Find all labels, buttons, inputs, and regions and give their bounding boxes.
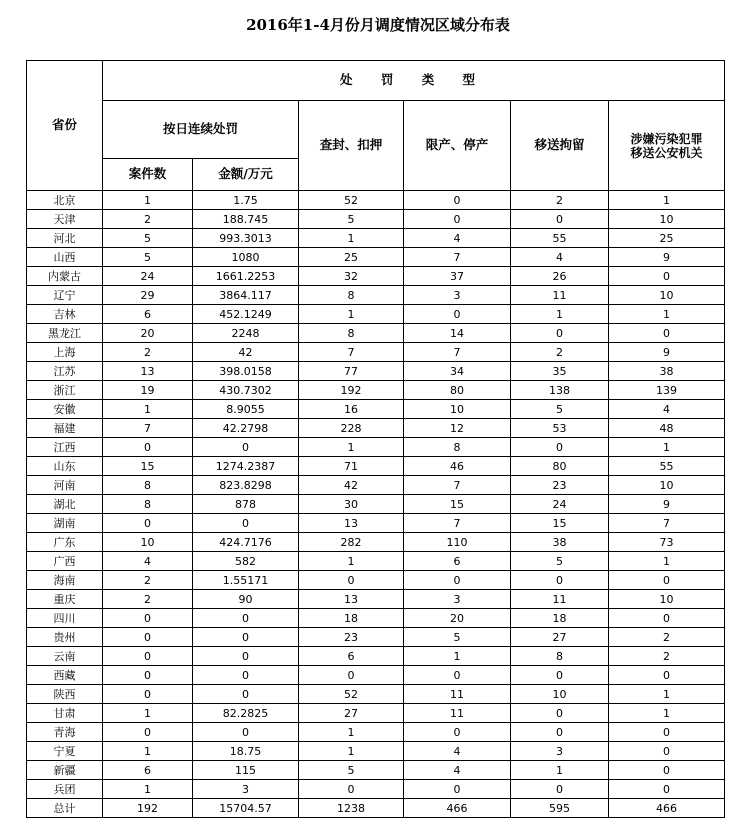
table-row [27, 780, 725, 799]
cell-detention: 2 [511, 191, 609, 210]
cell-seizure: 52 [299, 191, 404, 210]
cell-amount: 993.3013 [193, 229, 299, 248]
cell-detention: 18 [511, 609, 609, 628]
cell-case-count: 24 [103, 267, 193, 286]
cell-province: 兵团 [27, 780, 103, 799]
cell-amount: 823.8298 [193, 476, 299, 495]
cell-detention: 27 [511, 628, 609, 647]
cell-case-count: 19 [103, 381, 193, 400]
cell-province: 甘肃 [27, 704, 103, 723]
cell-province: 天津 [27, 210, 103, 229]
cell-seizure: 1 [299, 229, 404, 248]
cell-amount: 0 [193, 685, 299, 704]
cell-amount: 1.55171 [193, 571, 299, 590]
cell-amount: 0 [193, 628, 299, 647]
cell-criminal-transfer: 1 [609, 552, 725, 571]
cell-amount: 0 [193, 723, 299, 742]
cell-province: 云南 [27, 647, 103, 666]
cell-detention: 1 [511, 761, 609, 780]
cell-criminal-transfer: 1 [609, 305, 725, 324]
cell-production-limit: 4 [404, 229, 511, 248]
cell-criminal-transfer: 9 [609, 495, 725, 514]
cell-case-count: 0 [103, 647, 193, 666]
cell-seizure: 27 [299, 704, 404, 723]
cell-seizure: 5 [299, 761, 404, 780]
cell-seizure: 52 [299, 685, 404, 704]
table-row [27, 286, 725, 305]
cell-production-limit: 14 [404, 324, 511, 343]
cell-case-count: 2 [103, 571, 193, 590]
cell-criminal-transfer: 0 [609, 666, 725, 685]
table-row [27, 381, 725, 400]
cell-detention: 24 [511, 495, 609, 514]
cell-seizure: 16 [299, 400, 404, 419]
cell-case-count: 7 [103, 419, 193, 438]
table-row [27, 647, 725, 666]
cell-case-count: 0 [103, 438, 193, 457]
page-title: 2016年1-4月份月调度情况区域分布表 [246, 16, 510, 34]
table-row [27, 742, 725, 761]
cell-case-count: 2 [103, 590, 193, 609]
cell-criminal-transfer: 25 [609, 229, 725, 248]
cell-production-limit: 466 [404, 799, 511, 818]
cell-detention: 11 [511, 590, 609, 609]
cell-seizure: 32 [299, 267, 404, 286]
table-row [27, 704, 725, 723]
cell-case-count: 5 [103, 248, 193, 267]
cell-detention: 4 [511, 248, 609, 267]
cell-production-limit: 11 [404, 704, 511, 723]
cell-amount: 90 [193, 590, 299, 609]
cell-detention: 1 [511, 305, 609, 324]
cell-criminal-transfer: 10 [609, 590, 725, 609]
cell-case-count: 192 [103, 799, 193, 818]
cell-case-count: 2 [103, 210, 193, 229]
cell-criminal-transfer: 0 [609, 267, 725, 286]
cell-amount: 115 [193, 761, 299, 780]
cell-production-limit: 3 [404, 590, 511, 609]
header-detention: 移送拘留 [511, 101, 609, 191]
cell-production-limit: 5 [404, 628, 511, 647]
cell-amount: 1080 [193, 248, 299, 267]
cell-seizure: 77 [299, 362, 404, 381]
cell-criminal-transfer: 10 [609, 286, 725, 305]
cell-criminal-transfer: 0 [609, 742, 725, 761]
cell-detention: 0 [511, 666, 609, 685]
cell-case-count: 15 [103, 457, 193, 476]
cell-seizure: 1 [299, 438, 404, 457]
cell-province: 河南 [27, 476, 103, 495]
cell-criminal-transfer: 0 [609, 571, 725, 590]
cell-amount: 0 [193, 647, 299, 666]
cell-amount: 82.2825 [193, 704, 299, 723]
cell-case-count: 6 [103, 305, 193, 324]
cell-detention: 53 [511, 419, 609, 438]
cell-province: 新疆 [27, 761, 103, 780]
cell-seizure: 5 [299, 210, 404, 229]
cell-amount: 42.2798 [193, 419, 299, 438]
cell-criminal-transfer: 10 [609, 210, 725, 229]
cell-production-limit: 110 [404, 533, 511, 552]
table-row [27, 628, 725, 647]
cell-criminal-transfer: 2 [609, 647, 725, 666]
cell-detention: 23 [511, 476, 609, 495]
cell-detention: 2 [511, 343, 609, 362]
cell-criminal-transfer: 55 [609, 457, 725, 476]
cell-criminal-transfer: 0 [609, 324, 725, 343]
cell-seizure: 1 [299, 305, 404, 324]
header-daily-penalty: 按日连续处罚 [103, 101, 299, 159]
table-body [27, 191, 725, 818]
cell-criminal-transfer: 466 [609, 799, 725, 818]
cell-province: 贵州 [27, 628, 103, 647]
cell-case-count: 20 [103, 324, 193, 343]
cell-production-limit: 6 [404, 552, 511, 571]
cell-seizure: 228 [299, 419, 404, 438]
cell-criminal-transfer: 0 [609, 780, 725, 799]
cell-seizure: 23 [299, 628, 404, 647]
cell-amount: 188.745 [193, 210, 299, 229]
cell-amount: 430.7302 [193, 381, 299, 400]
cell-criminal-transfer: 1 [609, 685, 725, 704]
cell-criminal-transfer: 1 [609, 704, 725, 723]
table-row [27, 666, 725, 685]
cell-amount: 18.75 [193, 742, 299, 761]
table-row [27, 267, 725, 286]
table-row [27, 685, 725, 704]
table-row [27, 533, 725, 552]
cell-case-count: 1 [103, 780, 193, 799]
cell-detention: 0 [511, 210, 609, 229]
cell-production-limit: 15 [404, 495, 511, 514]
header-criminal-line1: 涉嫌污染犯罪 [630, 131, 703, 146]
cell-case-count: 0 [103, 723, 193, 742]
table-header [27, 61, 725, 191]
table-row [27, 343, 725, 362]
cell-detention: 11 [511, 286, 609, 305]
cell-seizure: 0 [299, 666, 404, 685]
cell-seizure: 1 [299, 723, 404, 742]
cell-detention: 0 [511, 438, 609, 457]
cell-criminal-transfer: 1 [609, 191, 725, 210]
cell-case-count: 13 [103, 362, 193, 381]
cell-province: 总计 [27, 799, 103, 818]
cell-case-count: 0 [103, 609, 193, 628]
cell-production-limit: 4 [404, 742, 511, 761]
cell-seizure: 0 [299, 571, 404, 590]
table-row [27, 552, 725, 571]
cell-production-limit: 0 [404, 666, 511, 685]
header-province: 省份 [27, 61, 103, 191]
cell-province: 安徽 [27, 400, 103, 419]
cell-amount: 15704.57 [193, 799, 299, 818]
cell-production-limit: 0 [404, 305, 511, 324]
cell-seizure: 192 [299, 381, 404, 400]
cell-province: 海南 [27, 571, 103, 590]
cell-detention: 38 [511, 533, 609, 552]
cell-amount: 1661.2253 [193, 267, 299, 286]
cell-detention: 138 [511, 381, 609, 400]
cell-production-limit: 0 [404, 191, 511, 210]
cell-detention: 15 [511, 514, 609, 533]
table-row [27, 761, 725, 780]
table-row [27, 210, 725, 229]
cell-detention: 26 [511, 267, 609, 286]
cell-criminal-transfer: 139 [609, 381, 725, 400]
cell-detention: 0 [511, 723, 609, 742]
table-row [27, 324, 725, 343]
cell-detention: 80 [511, 457, 609, 476]
cell-case-count: 1 [103, 742, 193, 761]
cell-seizure: 8 [299, 324, 404, 343]
table-row [27, 476, 725, 495]
cell-production-limit: 80 [404, 381, 511, 400]
cell-province: 辽宁 [27, 286, 103, 305]
cell-production-limit: 0 [404, 210, 511, 229]
table-row [27, 495, 725, 514]
cell-case-count: 1 [103, 400, 193, 419]
cell-case-count: 1 [103, 704, 193, 723]
cell-province: 黑龙江 [27, 324, 103, 343]
cell-case-count: 8 [103, 495, 193, 514]
cell-case-count: 4 [103, 552, 193, 571]
cell-amount: 0 [193, 514, 299, 533]
cell-amount: 3864.117 [193, 286, 299, 305]
cell-province: 北京 [27, 191, 103, 210]
cell-detention: 8 [511, 647, 609, 666]
cell-production-limit: 37 [404, 267, 511, 286]
cell-detention: 5 [511, 400, 609, 419]
cell-production-limit: 0 [404, 571, 511, 590]
cell-amount: 0 [193, 666, 299, 685]
table-row [27, 457, 725, 476]
cell-province: 河北 [27, 229, 103, 248]
cell-amount: 1274.2387 [193, 457, 299, 476]
cell-case-count: 1 [103, 191, 193, 210]
cell-case-count: 8 [103, 476, 193, 495]
cell-province: 吉林 [27, 305, 103, 324]
cell-production-limit: 46 [404, 457, 511, 476]
table-row [27, 305, 725, 324]
cell-criminal-transfer: 9 [609, 248, 725, 267]
cell-seizure: 6 [299, 647, 404, 666]
table-row [27, 362, 725, 381]
cell-production-limit: 10 [404, 400, 511, 419]
cell-criminal-transfer: 7 [609, 514, 725, 533]
cell-amount: 582 [193, 552, 299, 571]
cell-production-limit: 12 [404, 419, 511, 438]
cell-detention: 35 [511, 362, 609, 381]
cell-criminal-transfer: 0 [609, 609, 725, 628]
table-row [27, 400, 725, 419]
cell-province: 青海 [27, 723, 103, 742]
cell-province: 江苏 [27, 362, 103, 381]
header-criminal-transfer [609, 101, 725, 191]
cell-seizure: 30 [299, 495, 404, 514]
cell-case-count: 0 [103, 685, 193, 704]
cell-case-count: 0 [103, 514, 193, 533]
cell-criminal-transfer: 38 [609, 362, 725, 381]
table-row [27, 571, 725, 590]
cell-province: 广东 [27, 533, 103, 552]
cell-production-limit: 0 [404, 723, 511, 742]
cell-amount: 0 [193, 438, 299, 457]
cell-seizure: 42 [299, 476, 404, 495]
cell-case-count: 2 [103, 343, 193, 362]
cell-province: 江西 [27, 438, 103, 457]
cell-amount: 0 [193, 609, 299, 628]
cell-case-count: 0 [103, 666, 193, 685]
cell-seizure: 1238 [299, 799, 404, 818]
cell-province: 湖南 [27, 514, 103, 533]
cell-amount: 1.75 [193, 191, 299, 210]
cell-case-count: 5 [103, 229, 193, 248]
cell-production-limit: 11 [404, 685, 511, 704]
cell-province: 西藏 [27, 666, 103, 685]
cell-seizure: 7 [299, 343, 404, 362]
cell-criminal-transfer: 73 [609, 533, 725, 552]
cell-province: 宁夏 [27, 742, 103, 761]
cell-production-limit: 8 [404, 438, 511, 457]
cell-detention: 5 [511, 552, 609, 571]
cell-amount: 8.9055 [193, 400, 299, 419]
cell-case-count: 6 [103, 761, 193, 780]
cell-production-limit: 20 [404, 609, 511, 628]
cell-province: 福建 [27, 419, 103, 438]
cell-detention: 0 [511, 780, 609, 799]
cell-production-limit: 7 [404, 514, 511, 533]
cell-seizure: 1 [299, 552, 404, 571]
cell-amount: 2248 [193, 324, 299, 343]
header-penalty-type: 处 罚 类 型 [103, 61, 725, 101]
header-seizure: 查封、扣押 [299, 101, 404, 191]
table-row [27, 438, 725, 457]
cell-province: 上海 [27, 343, 103, 362]
cell-production-limit: 4 [404, 761, 511, 780]
cell-case-count: 10 [103, 533, 193, 552]
cell-detention: 595 [511, 799, 609, 818]
cell-province: 浙江 [27, 381, 103, 400]
table-row [27, 723, 725, 742]
cell-amount: 3 [193, 780, 299, 799]
header-amount: 金额/万元 [193, 159, 299, 191]
cell-province: 陕西 [27, 685, 103, 704]
cell-criminal-transfer: 4 [609, 400, 725, 419]
cell-amount: 398.0158 [193, 362, 299, 381]
cell-province: 湖北 [27, 495, 103, 514]
cell-amount: 424.7176 [193, 533, 299, 552]
cell-amount: 452.1249 [193, 305, 299, 324]
cell-criminal-transfer: 2 [609, 628, 725, 647]
cell-seizure: 13 [299, 590, 404, 609]
cell-seizure: 71 [299, 457, 404, 476]
cell-detention: 55 [511, 229, 609, 248]
table-row [27, 419, 725, 438]
cell-production-limit: 7 [404, 476, 511, 495]
cell-detention: 0 [511, 704, 609, 723]
cell-detention: 0 [511, 324, 609, 343]
cell-detention: 0 [511, 571, 609, 590]
cell-amount: 878 [193, 495, 299, 514]
cell-criminal-transfer: 0 [609, 723, 725, 742]
cell-province: 广西 [27, 552, 103, 571]
cell-production-limit: 34 [404, 362, 511, 381]
cell-province: 山东 [27, 457, 103, 476]
table-total-row [27, 799, 725, 818]
cell-criminal-transfer: 0 [609, 761, 725, 780]
cell-case-count: 0 [103, 628, 193, 647]
cell-production-limit: 3 [404, 286, 511, 305]
table-row [27, 609, 725, 628]
cell-seizure: 8 [299, 286, 404, 305]
cell-production-limit: 7 [404, 248, 511, 267]
cell-criminal-transfer: 10 [609, 476, 725, 495]
cell-seizure: 25 [299, 248, 404, 267]
cell-criminal-transfer: 1 [609, 438, 725, 457]
cell-seizure: 282 [299, 533, 404, 552]
header-case-count: 案件数 [103, 159, 193, 191]
table-row [27, 248, 725, 267]
cell-seizure: 0 [299, 780, 404, 799]
cell-criminal-transfer: 48 [609, 419, 725, 438]
cell-seizure: 18 [299, 609, 404, 628]
cell-seizure: 13 [299, 514, 404, 533]
cell-production-limit: 0 [404, 780, 511, 799]
table-row [27, 229, 725, 248]
cell-province: 重庆 [27, 590, 103, 609]
cell-province: 内蒙古 [27, 267, 103, 286]
table-row [27, 514, 725, 533]
cell-seizure: 1 [299, 742, 404, 761]
cell-production-limit: 1 [404, 647, 511, 666]
cell-province: 四川 [27, 609, 103, 628]
table-row [27, 590, 725, 609]
cell-province: 山西 [27, 248, 103, 267]
header-production-limit: 限产、停产 [404, 101, 511, 191]
cell-case-count: 29 [103, 286, 193, 305]
cell-production-limit: 7 [404, 343, 511, 362]
data-table [26, 60, 725, 818]
cell-amount: 42 [193, 343, 299, 362]
cell-detention: 10 [511, 685, 609, 704]
header-criminal-line2: 移送公安机关 [630, 145, 703, 160]
cell-criminal-transfer: 9 [609, 343, 725, 362]
table-row [27, 191, 725, 210]
cell-detention: 3 [511, 742, 609, 761]
